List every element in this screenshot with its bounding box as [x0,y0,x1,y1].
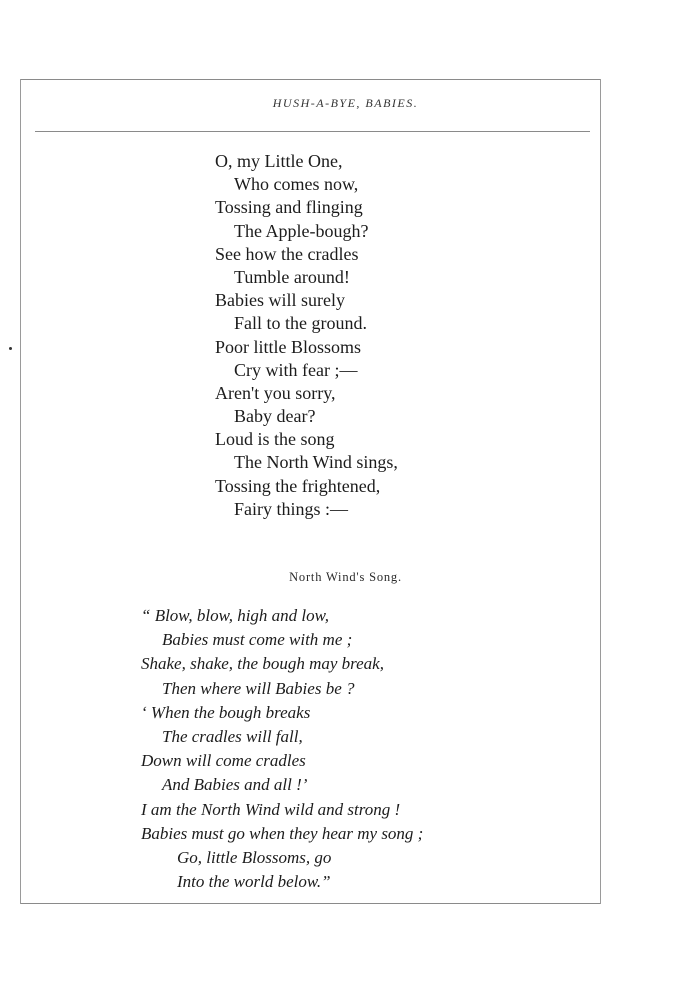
right-border-rule [600,79,601,904]
song-line: Into the world below.” [177,872,331,892]
poem-line: The Apple-bough? [234,220,369,241]
poem-line: Tumble around! [234,266,350,287]
song-line: Then where will Babies be ? [162,678,355,698]
song-line: And Babies and all !’ [162,775,308,795]
poem-line: Loud is the song [215,429,335,450]
song-line: Shake, shake, the bough may break, [141,654,384,674]
song-line: Go, little Blossoms, go [177,847,332,867]
song-line: The cradles will fall, [162,726,303,746]
margin-dot-mark [9,347,12,350]
poem-line: Tossing and flinging [215,197,363,218]
poem-line: Babies will surely [215,290,345,311]
song-title: North Wind's Song. [289,570,402,584]
poem-line: Poor little Blossoms [215,336,362,357]
poem-line: Who comes now, [234,174,359,195]
song-line: ‘ When the bough breaks [141,702,311,722]
top-border-rule [20,79,600,80]
poem-stanza [215,150,398,521]
song-line: Babies must come with me ; [162,630,353,650]
song-line: I am the North Wind wild and strong ! [141,799,401,819]
poem-line: Fairy things :— [234,498,349,519]
song-line: “ Blow, blow, high and low, [141,606,329,625]
song-stanza [141,604,423,894]
poem-line: Tossing the frightened, [215,475,381,496]
poem-line: See how the cradles [215,243,359,264]
song-line: Babies must go when they hear my song ; [141,823,424,843]
poem-line: O, my Little One, [215,151,343,171]
poem-line: Cry with fear ;— [234,359,358,380]
bottom-border-rule [20,903,600,904]
poem-line: Baby dear? [234,406,316,427]
poem-line: Fall to the ground. [234,313,367,334]
left-border-rule [20,79,21,904]
header-rule [35,131,590,132]
song-line: Down will come cradles [141,751,306,771]
poem-line: The North Wind sings, [234,452,398,473]
poem-line: Aren't you sorry, [215,382,336,403]
running-header: HUSH-A-BYE, BABIES. [272,96,419,110]
